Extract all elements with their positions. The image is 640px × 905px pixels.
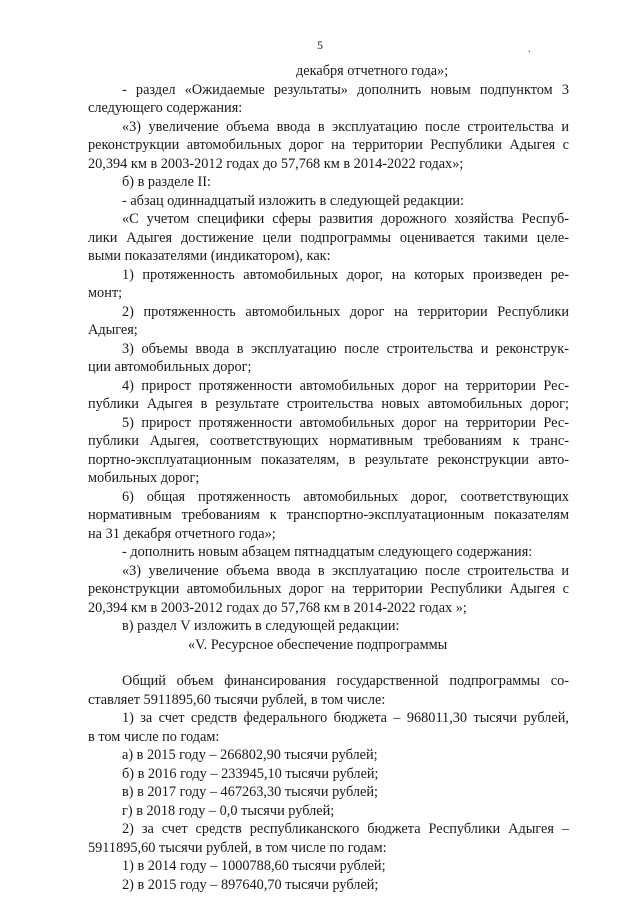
text-line: - раздел «Ожидаемые результаты» дополнить новым подпунктом 3 — [122, 81, 569, 98]
text-line: «3) увеличение объема ввода в эксплуатацию после строительства и — [122, 562, 569, 579]
text-line: г) в 2018 году – 0,0 тысячи рублей; — [122, 802, 335, 819]
text-line: «3) увеличение объема ввода в эксплуатацию после строительства и — [122, 118, 569, 135]
text-line: портно-эксплуатационным показателям, в результате реконструкции авто- — [88, 451, 569, 468]
text-line: мобильных дорог; — [88, 470, 200, 486]
text-line: реконструкции автомобильных дорог на территории Республики Адыгея с — [88, 137, 569, 153]
text-line: 6) общая протяженность автомобильных дорог, соответствующих — [122, 488, 569, 505]
text-line: 5911895,60 тысячи рублей, в том числе по годам: — [88, 839, 387, 856]
text-line: Общий объем финансирования государственной подпрограммы со- — [122, 673, 569, 689]
text-line: 2) протяженность автомобильных дорог на территории Республики — [122, 303, 569, 320]
text-line: 5) прирост протяженности автомобильных дорог на территории Рес- — [122, 414, 569, 431]
section-heading: «V. Ресурсное обеспечение подпрограммы — [188, 636, 448, 653]
text-line: ции автомобильных дорог; — [88, 359, 252, 375]
text-line: 20,394 км в 2003-2012 годах до 57,768 км в 2014-2022 годах »; — [88, 599, 467, 616]
text-line: - абзац одиннадцатый изложить в следующей редакции: — [122, 192, 465, 209]
text-line: монт; — [88, 285, 123, 301]
text-line: - дополнить новым абзацем пятнадцатым следующего содержания: — [122, 544, 533, 560]
text-line: 20,394 км в 2003-2012 годах до 57,768 км в 2014-2022 годах»; — [88, 155, 464, 172]
text-line: в) в 2017 году – 467263,30 тысячи рублей; — [122, 784, 379, 800]
spacer — [88, 654, 569, 672]
text-line: Адыгея; — [88, 322, 138, 338]
text-line: 1) за счет средств федерального бюджета – 968011,30 тысячи рублей, — [122, 710, 569, 726]
text-line: 1) в 2014 году – 1000788,60 тысячи рублей; — [122, 858, 386, 874]
text-line: выми показателями (индикатором), как: — [88, 248, 331, 264]
corner-mark: . — [528, 44, 531, 55]
text-line: а) в 2015 году – 266802,90 тысячи рублей; — [122, 747, 378, 763]
document-body — [88, 62, 569, 894]
text-line: публики Адыгея в результате строительства новых автомобильных дорог; — [88, 396, 569, 412]
text-line: декабря отчетного года»; — [296, 63, 449, 79]
text-line: лики Адыгея достижение цели подпрограммы оценивается такими целе- — [88, 229, 569, 246]
text-line: 2) за счет средств республиканского бюджета Республики Адыгея – — [122, 821, 569, 837]
text-line: б) в разделе II: — [122, 174, 211, 190]
text-line: б) в 2016 году – 233945,10 тысячи рублей; — [122, 765, 379, 782]
text-line: публики Адыгея, соответствующих нормативным требованиям к транс- — [88, 433, 569, 449]
text-line: 3) объемы ввода в эксплуатацию после строительства и реконструк- — [122, 340, 569, 357]
text-line: 4) прирост протяженности автомобильных дорог на территории Рес- — [122, 377, 569, 394]
text-line: на 31 декабря отчетного года»; — [88, 525, 276, 542]
text-line: следующего содержания: — [88, 100, 243, 116]
text-line: 1) протяженность автомобильных дорог, на которых произведен ре- — [122, 266, 569, 283]
text-line: «С учетом специфики сферы развития дорожного хозяйства Респуб- — [122, 211, 569, 227]
page-number: 5 — [317, 38, 323, 52]
text-line: 2) в 2015 году – 897640,70 тысячи рублей; — [122, 876, 379, 893]
text-line: в том числе по годам: — [88, 728, 220, 745]
text-line: в) раздел V изложить в следующей редакции: — [122, 618, 400, 634]
text-line: ставляет 5911895,60 тысячи рублей, в том числе: — [88, 691, 386, 708]
text-line: реконструкции автомобильных дорог на территории Республики Адыгея с — [88, 581, 569, 597]
text-line: нормативным требованиям к транспортно-эксплуатационным показателям — [88, 507, 569, 523]
